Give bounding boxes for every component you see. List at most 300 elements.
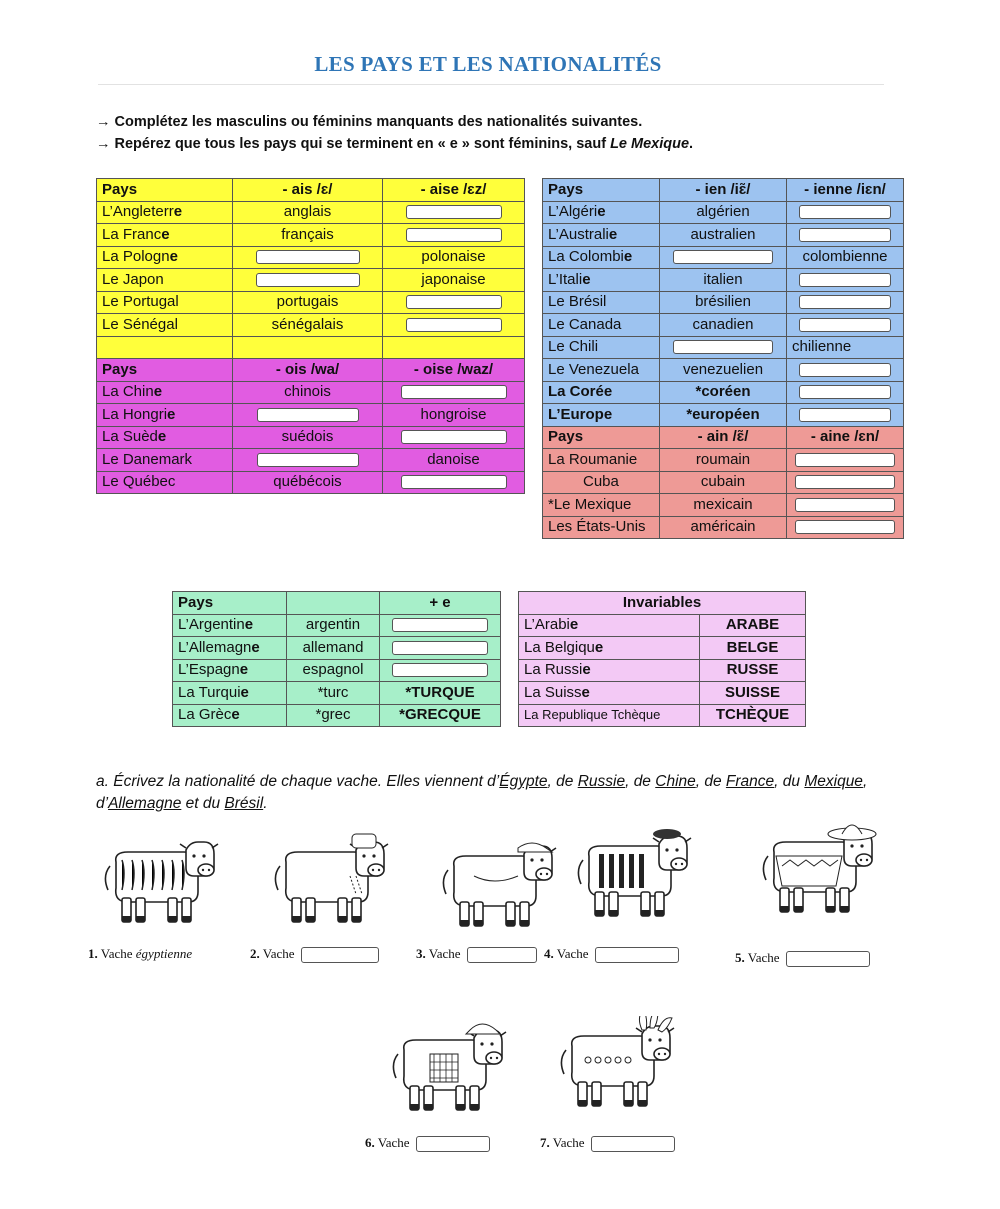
answer-input[interactable] bbox=[401, 385, 507, 399]
nationality-cell bbox=[660, 404, 787, 427]
table-invariables bbox=[518, 591, 806, 727]
country-link: Mexique bbox=[804, 773, 863, 790]
cow-answer-input[interactable] bbox=[786, 951, 870, 967]
nationality-cell bbox=[787, 336, 904, 359]
answer-input[interactable] bbox=[392, 618, 488, 632]
country-ending: e bbox=[239, 661, 249, 679]
cow-number: 5. bbox=[735, 950, 745, 965]
nationality-text: australien bbox=[690, 225, 756, 243]
instruction-1-text: Complétez les masculins ou féminins manquants des nationalités suivantes. bbox=[114, 114, 643, 130]
nationality-cell bbox=[233, 246, 383, 269]
column-header: - ain /ɛ̃/ bbox=[660, 426, 787, 449]
column-header: - oise /waz/ bbox=[383, 359, 525, 382]
nationality-cell bbox=[233, 471, 383, 494]
country-ending: e bbox=[623, 248, 633, 266]
country-cell bbox=[173, 614, 287, 637]
table-row bbox=[543, 471, 904, 494]
country-name: Le Chili bbox=[548, 338, 599, 356]
nationality-text: argentin bbox=[305, 616, 361, 634]
country-cell bbox=[173, 682, 287, 705]
answer-input[interactable] bbox=[795, 453, 895, 467]
nationality-text: TCHÈQUE bbox=[715, 706, 790, 724]
country-name: La Suiss bbox=[524, 683, 582, 701]
nationality-text: *européen bbox=[686, 405, 760, 423]
answer-input[interactable] bbox=[795, 498, 895, 512]
country-cell bbox=[543, 381, 660, 404]
country-cell bbox=[543, 494, 660, 517]
cow-label: Vache bbox=[262, 946, 295, 961]
table-ien-ain bbox=[542, 178, 904, 539]
nationality-cell bbox=[787, 471, 904, 494]
country-name: Le Canada bbox=[548, 315, 622, 333]
answer-input[interactable] bbox=[673, 340, 773, 354]
nationality-cell bbox=[660, 269, 787, 292]
country-ending: e bbox=[608, 225, 618, 243]
nationality-cell bbox=[660, 359, 787, 382]
answer-input[interactable] bbox=[799, 273, 891, 287]
country-cell bbox=[519, 704, 700, 727]
country-name: L’Europe bbox=[548, 405, 613, 423]
table-row bbox=[543, 336, 904, 359]
answer-input[interactable] bbox=[406, 295, 502, 309]
nationality-cell bbox=[700, 659, 806, 682]
country-cell bbox=[519, 682, 700, 705]
cow-number: 1. bbox=[88, 946, 98, 961]
nationality-text: chilienne bbox=[792, 338, 852, 356]
cow-number: 7. bbox=[540, 1135, 550, 1150]
nationality-text: suédois bbox=[281, 428, 334, 446]
nationality-text: *turc bbox=[317, 683, 349, 701]
cow-label: Vache bbox=[556, 946, 589, 961]
table-row bbox=[543, 449, 904, 472]
nationality-cell bbox=[233, 269, 383, 292]
nationality-cell bbox=[383, 291, 525, 314]
answer-input[interactable] bbox=[257, 453, 359, 467]
country-cell bbox=[173, 704, 287, 727]
table-row bbox=[543, 381, 904, 404]
nationality-cell bbox=[660, 381, 787, 404]
country-cell bbox=[543, 246, 660, 269]
country-cell bbox=[97, 404, 233, 427]
table-row bbox=[97, 291, 525, 314]
answer-input[interactable] bbox=[799, 363, 891, 377]
country-cell bbox=[543, 336, 660, 359]
country-cell bbox=[519, 659, 700, 682]
country-name: L’Angleterr bbox=[102, 203, 174, 221]
answer-input[interactable] bbox=[799, 228, 891, 242]
cow-caption bbox=[250, 946, 379, 963]
nationality-cell bbox=[233, 449, 383, 472]
country-link: Égypte bbox=[499, 773, 548, 790]
cow-label: Vache bbox=[377, 1135, 410, 1150]
table-row bbox=[173, 659, 501, 682]
country-cell bbox=[543, 269, 660, 292]
table-row bbox=[97, 449, 525, 472]
country-ending: e bbox=[173, 203, 183, 221]
table-row bbox=[97, 471, 525, 494]
column-header: - aise /ɛz/ bbox=[383, 179, 525, 202]
table-row bbox=[543, 516, 904, 539]
country-name: La Russi bbox=[524, 661, 583, 679]
table-row bbox=[173, 637, 501, 660]
cow-feather-headdress-icon bbox=[558, 1016, 678, 1116]
nationality-text: algérien bbox=[696, 203, 750, 221]
nationality-cell bbox=[287, 704, 380, 727]
column-header: Pays bbox=[97, 359, 233, 382]
country-name: Les États-Unis bbox=[548, 518, 646, 536]
country-name: Le Portugal bbox=[102, 293, 179, 311]
country-cell bbox=[97, 449, 233, 472]
country-cell bbox=[519, 614, 700, 637]
table-row bbox=[543, 404, 904, 427]
answer-input[interactable] bbox=[406, 228, 502, 242]
answer-input[interactable] bbox=[799, 205, 891, 219]
exercise-text: . bbox=[263, 795, 268, 812]
cow-answer-input[interactable] bbox=[416, 1136, 490, 1152]
nationality-text: *coréen bbox=[695, 383, 751, 401]
country-ending: e bbox=[251, 638, 260, 656]
exercise-text: , du bbox=[774, 773, 805, 790]
country-cell bbox=[97, 291, 233, 314]
country-link: Brésil bbox=[224, 795, 264, 812]
nationality-cell bbox=[660, 449, 787, 472]
nationality-cell bbox=[660, 494, 787, 517]
nationality-cell bbox=[380, 659, 501, 682]
table-row bbox=[543, 269, 904, 292]
nationality-text: ARABE bbox=[725, 616, 780, 634]
table-row bbox=[543, 494, 904, 517]
nationality-cell bbox=[787, 269, 904, 292]
nationality-cell bbox=[383, 426, 525, 449]
cow-number: 4. bbox=[544, 946, 554, 961]
nationality-cell bbox=[787, 314, 904, 337]
nationality-text: italien bbox=[703, 270, 743, 288]
country-name: La Colombi bbox=[548, 248, 624, 266]
country-cell bbox=[173, 637, 287, 660]
table-row bbox=[97, 404, 525, 427]
table-row bbox=[519, 637, 806, 660]
nationality-text: *GRECQUE bbox=[399, 706, 481, 724]
nationality-cell bbox=[787, 291, 904, 314]
cow-answer-input[interactable] bbox=[591, 1136, 675, 1152]
answer-input[interactable] bbox=[257, 408, 359, 422]
answer-input[interactable] bbox=[406, 318, 502, 332]
nationality-text: BELGE bbox=[726, 638, 779, 656]
country-cell bbox=[543, 404, 660, 427]
country-cell bbox=[543, 449, 660, 472]
instruction-2-italic: Le Mexique bbox=[610, 136, 690, 152]
country-link: Chine bbox=[655, 773, 696, 790]
column-header: Pays bbox=[543, 426, 660, 449]
nationality-text: SUISSE bbox=[724, 683, 781, 701]
nationality-cell bbox=[383, 224, 525, 247]
country-link: Allemagne bbox=[108, 795, 182, 812]
country-name: Le Japon bbox=[102, 270, 164, 288]
nationality-text: portugais bbox=[276, 293, 339, 311]
nationality-cell bbox=[660, 291, 787, 314]
table-header-row bbox=[543, 179, 904, 202]
nationality-text: espagnol bbox=[302, 661, 364, 679]
nationality-cell bbox=[287, 614, 380, 637]
cow-tyrolean-hat-icon bbox=[390, 1020, 510, 1120]
country-name: *Le Mexique bbox=[548, 495, 632, 513]
country-cell bbox=[543, 224, 660, 247]
nationality-cell bbox=[787, 359, 904, 382]
country-cell bbox=[543, 471, 660, 494]
nationality-cell bbox=[660, 516, 787, 539]
answer-input[interactable] bbox=[799, 408, 891, 422]
nationality-cell bbox=[787, 404, 904, 427]
country-ending: e bbox=[582, 661, 591, 679]
nationality-cell bbox=[383, 449, 525, 472]
table-row bbox=[543, 314, 904, 337]
country-cell bbox=[173, 659, 287, 682]
nationality-cell bbox=[660, 336, 787, 359]
nationality-cell bbox=[383, 471, 525, 494]
cow-answer: égyptienne bbox=[135, 946, 193, 961]
answer-input[interactable] bbox=[799, 385, 891, 399]
nationality-text: allemand bbox=[302, 638, 364, 656]
nationality-cell bbox=[233, 404, 383, 427]
table-header-row bbox=[543, 426, 904, 449]
country-name: La Franc bbox=[102, 225, 162, 243]
table-row bbox=[97, 246, 525, 269]
nationality-cell bbox=[233, 291, 383, 314]
country-cell bbox=[97, 426, 233, 449]
answer-input[interactable] bbox=[256, 273, 360, 287]
nationality-cell bbox=[660, 314, 787, 337]
nationality-text: sénégalais bbox=[271, 315, 344, 333]
table-plus-e bbox=[172, 591, 501, 727]
country-ending: e bbox=[169, 248, 178, 266]
nationality-text: mexicain bbox=[693, 495, 753, 513]
nationality-cell bbox=[383, 269, 525, 292]
country-name: La Corée bbox=[548, 383, 613, 401]
country-name: L’Arabi bbox=[524, 616, 570, 634]
answer-input[interactable] bbox=[392, 641, 488, 655]
instruction-2 bbox=[96, 136, 693, 152]
country-ending: e bbox=[240, 683, 249, 701]
nationality-text: anglais bbox=[283, 203, 332, 221]
table-row bbox=[173, 704, 501, 727]
country-name: La Turqui bbox=[178, 683, 241, 701]
country-name: L’Espagn bbox=[178, 661, 240, 679]
country-name: L’Argentin bbox=[178, 616, 245, 634]
nationality-text: *grec bbox=[315, 706, 351, 724]
cow-cap-icon bbox=[440, 836, 560, 936]
arrow-right-icon: → bbox=[96, 136, 111, 152]
country-ending: e bbox=[594, 638, 604, 656]
answer-input[interactable] bbox=[401, 475, 507, 489]
country-name: La Roumanie bbox=[548, 450, 638, 468]
country-name: L’Algéri bbox=[548, 203, 598, 221]
exercise-text: et du bbox=[181, 795, 225, 812]
column-header: Pays bbox=[97, 179, 233, 202]
instruction-2-end: . bbox=[689, 136, 694, 152]
country-link: Russie bbox=[577, 773, 626, 790]
column-header bbox=[287, 592, 380, 615]
nationality-text: RUSSE bbox=[726, 661, 779, 679]
answer-input[interactable] bbox=[401, 430, 507, 444]
nationality-text: roumain bbox=[695, 450, 751, 468]
instruction-1 bbox=[96, 114, 642, 130]
empty-cell bbox=[383, 336, 525, 359]
nationality-cell bbox=[380, 614, 501, 637]
cow-caption bbox=[365, 1135, 490, 1152]
country-cell bbox=[97, 224, 233, 247]
nationality-cell bbox=[233, 426, 383, 449]
country-name: La Suèd bbox=[102, 428, 158, 446]
table-row bbox=[173, 614, 501, 637]
nationality-text: hongroise bbox=[420, 405, 487, 423]
nationality-cell bbox=[383, 381, 525, 404]
country-name: La Grèc bbox=[178, 706, 232, 724]
exercise-text: , de bbox=[695, 773, 726, 790]
answer-input[interactable] bbox=[392, 663, 488, 677]
cow-caption bbox=[88, 946, 192, 962]
table-header-row bbox=[97, 179, 525, 202]
answer-input[interactable] bbox=[256, 250, 360, 264]
country-name: L’Australi bbox=[548, 225, 609, 243]
country-cell bbox=[543, 201, 660, 224]
answer-input[interactable] bbox=[673, 250, 773, 264]
exercise-instruction bbox=[96, 771, 896, 815]
nationality-cell bbox=[233, 224, 383, 247]
country-name: L’Itali bbox=[548, 270, 583, 288]
nationality-text: danoise bbox=[427, 450, 480, 468]
column-header: - aine /ɛn/ bbox=[787, 426, 904, 449]
cow-caption bbox=[540, 1135, 675, 1152]
nationality-text: canadien bbox=[692, 315, 754, 333]
cow-beret-striped-icon bbox=[575, 826, 695, 926]
answer-input[interactable] bbox=[795, 520, 895, 534]
nationality-cell bbox=[660, 246, 787, 269]
answer-input[interactable] bbox=[795, 475, 895, 489]
nationality-cell bbox=[787, 516, 904, 539]
country-name: La Republique Tchèque bbox=[524, 707, 661, 723]
column-header: Invariables bbox=[519, 592, 806, 615]
country-cell bbox=[97, 269, 233, 292]
cow-label: Vache bbox=[747, 950, 780, 965]
country-ending: e bbox=[244, 616, 254, 634]
country-cell bbox=[97, 471, 233, 494]
cow-number: 3. bbox=[416, 946, 426, 961]
country-name: Le Québec bbox=[102, 473, 176, 491]
nationality-cell bbox=[700, 637, 806, 660]
cow-answer-input[interactable] bbox=[595, 947, 679, 963]
country-ending: e bbox=[153, 383, 163, 401]
nationality-cell bbox=[383, 201, 525, 224]
cow-caption bbox=[544, 946, 679, 963]
nationality-cell bbox=[287, 682, 380, 705]
nationality-cell bbox=[660, 224, 787, 247]
answer-input[interactable] bbox=[406, 205, 502, 219]
answer-input[interactable] bbox=[799, 295, 891, 309]
cow-label: Vache bbox=[552, 1135, 585, 1150]
column-header: Pays bbox=[543, 179, 660, 202]
country-name: Le Sénégal bbox=[102, 315, 178, 333]
table-row bbox=[97, 269, 525, 292]
column-header: Pays bbox=[173, 592, 287, 615]
country-name: Le Danemark bbox=[102, 450, 193, 468]
nationality-cell bbox=[383, 246, 525, 269]
nationality-cell bbox=[787, 449, 904, 472]
cow-answer-input[interactable] bbox=[301, 947, 379, 963]
country-cell bbox=[97, 246, 233, 269]
nationality-cell bbox=[380, 704, 501, 727]
table-spacer-row bbox=[97, 336, 525, 359]
country-ending: e bbox=[597, 203, 606, 221]
country-cell bbox=[543, 314, 660, 337]
nationality-text: *TURQUE bbox=[405, 683, 475, 701]
cow-label: Vache bbox=[428, 946, 461, 961]
nationality-text: brésilien bbox=[695, 293, 751, 311]
exercise-text: , d’ bbox=[96, 773, 868, 812]
table-row bbox=[543, 246, 904, 269]
table-row bbox=[543, 291, 904, 314]
nationality-text: colombienne bbox=[802, 248, 888, 266]
nationality-cell bbox=[383, 314, 525, 337]
country-cell bbox=[519, 637, 700, 660]
column-header: - ois /wa/ bbox=[233, 359, 383, 382]
cow-zebra-striped-icon bbox=[102, 832, 222, 932]
country-cell bbox=[97, 201, 233, 224]
table-ais-ois bbox=[96, 178, 525, 494]
country-name: L’Allemagn bbox=[178, 638, 252, 656]
table-row bbox=[97, 201, 525, 224]
table-row bbox=[519, 614, 806, 637]
cow-label: Vache bbox=[100, 946, 133, 961]
nationality-cell bbox=[380, 637, 501, 660]
nationality-cell bbox=[787, 201, 904, 224]
country-name: Cuba bbox=[583, 473, 619, 491]
column-header: - ienne /iɛn/ bbox=[787, 179, 904, 202]
answer-input[interactable] bbox=[799, 318, 891, 332]
nationality-cell bbox=[787, 494, 904, 517]
nationality-cell bbox=[233, 381, 383, 404]
nationality-cell bbox=[700, 704, 806, 727]
column-header: - ais /ɛ/ bbox=[233, 179, 383, 202]
country-name: Le Venezuela bbox=[548, 360, 639, 378]
nationality-text: japonaise bbox=[421, 270, 486, 288]
nationality-text: cubain bbox=[700, 473, 746, 491]
country-name: La Hongri bbox=[102, 405, 168, 423]
country-cell bbox=[97, 381, 233, 404]
exercise-text: , de bbox=[625, 773, 656, 790]
country-name: La Belgiqu bbox=[524, 638, 595, 656]
table-header-row bbox=[97, 359, 525, 382]
nationality-cell bbox=[787, 246, 904, 269]
table-row bbox=[97, 426, 525, 449]
country-ending: e bbox=[231, 706, 240, 724]
exercise-text: a. Écrivez la nationalité de chaque vache. Elles viennent d’ bbox=[96, 773, 500, 790]
nationality-text: venezuelien bbox=[682, 360, 764, 378]
nationality-cell bbox=[660, 201, 787, 224]
table-row bbox=[543, 201, 904, 224]
cow-caption bbox=[416, 946, 537, 963]
nationality-cell bbox=[787, 224, 904, 247]
column-header: - ien /iɛ̃/ bbox=[660, 179, 787, 202]
cow-answer-input[interactable] bbox=[467, 947, 537, 963]
country-cell bbox=[543, 359, 660, 382]
page-title: LES PAYS ET LES NATIONALITÉS bbox=[314, 52, 662, 76]
table-row bbox=[519, 704, 806, 727]
empty-cell bbox=[97, 336, 233, 359]
table-row bbox=[97, 224, 525, 247]
column-header: + e bbox=[380, 592, 501, 615]
nationality-text: chinois bbox=[284, 383, 331, 401]
nationality-cell bbox=[700, 682, 806, 705]
